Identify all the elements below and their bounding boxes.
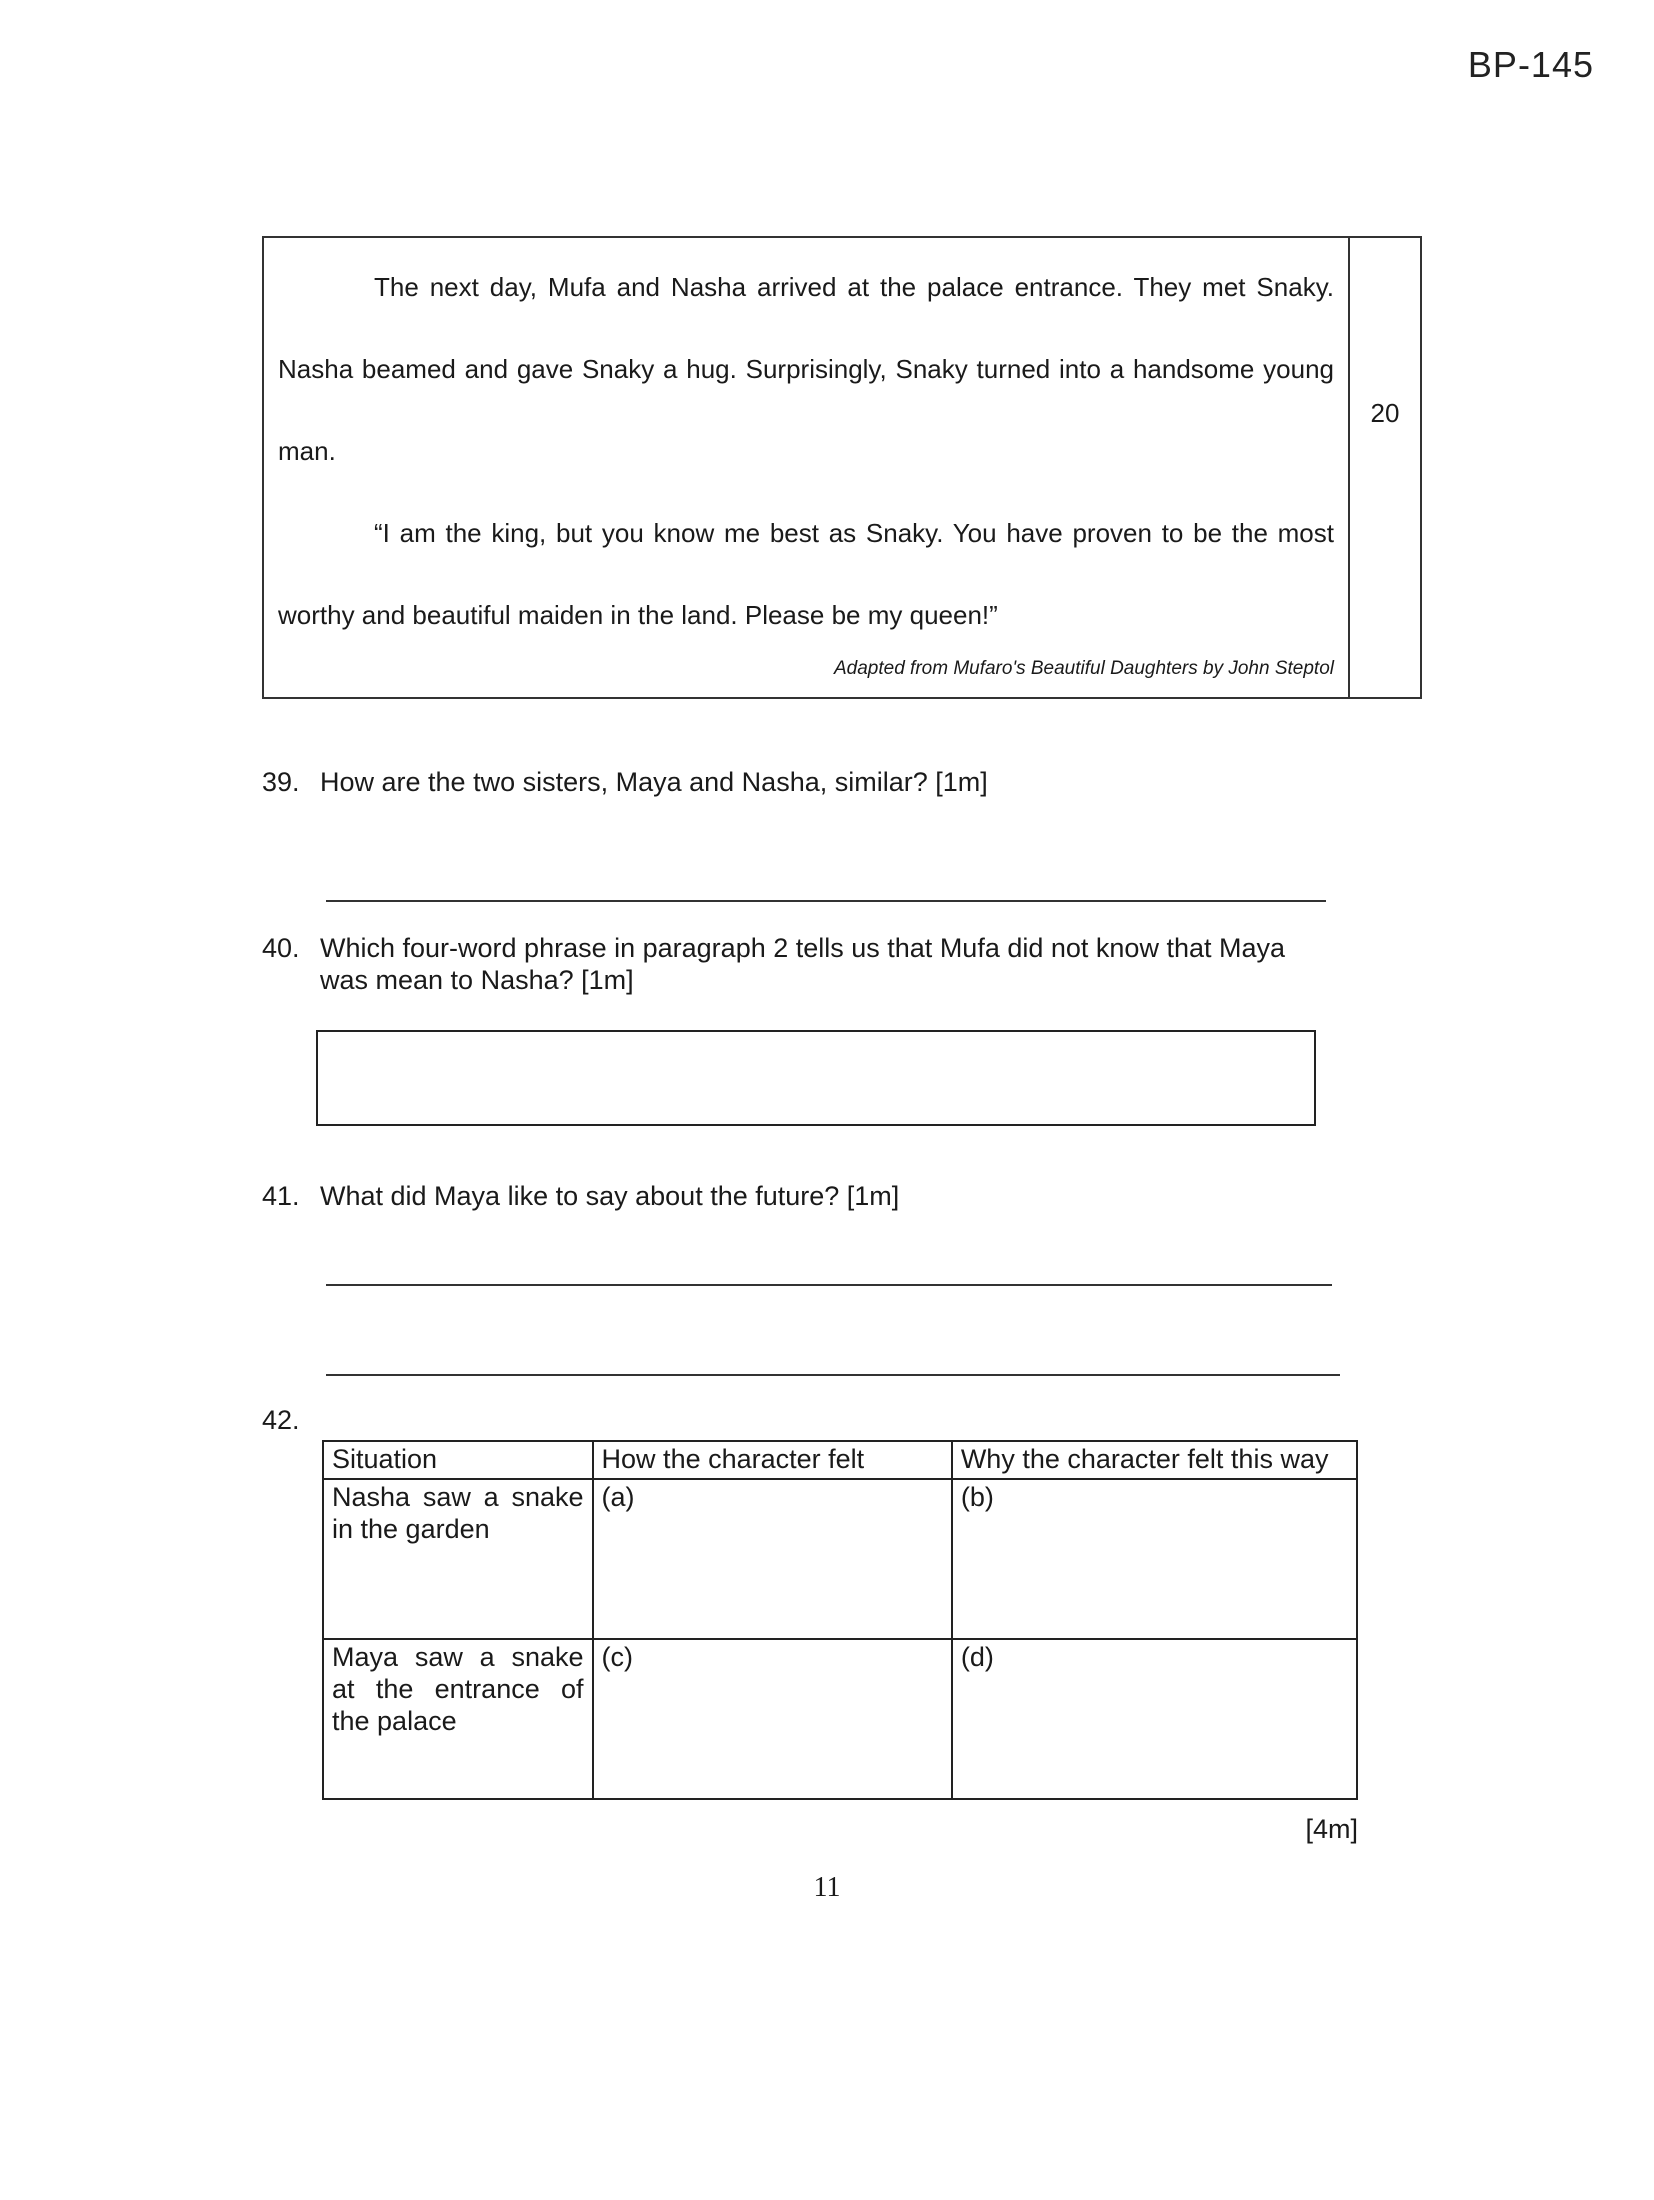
question-42	[262, 1404, 320, 1436]
question-40	[262, 932, 1320, 996]
question-number: 41.	[262, 1181, 300, 1211]
line-number: 20	[1370, 398, 1400, 428]
table-header-row	[323, 1441, 1357, 1479]
table-row	[323, 1479, 1357, 1639]
question-number: 39.	[262, 767, 300, 797]
column-header: Situation	[323, 1441, 593, 1479]
column-header: Why the character felt this way	[952, 1441, 1357, 1479]
table-row	[323, 1639, 1357, 1799]
column-header: How the character felt	[593, 1441, 952, 1479]
answer-line-41b[interactable]	[326, 1374, 1340, 1376]
answer-line-41a[interactable]	[326, 1284, 1332, 1286]
question-number: 42.	[262, 1405, 300, 1435]
answer-cell-d[interactable]: (d)	[952, 1639, 1357, 1799]
answer-cell-a[interactable]: (a)	[593, 1479, 952, 1639]
answer-box-40[interactable]	[316, 1030, 1316, 1126]
question-39	[262, 766, 1360, 798]
question-41	[262, 1180, 1360, 1212]
question-number: 40.	[262, 933, 300, 963]
paper-code: BP-145	[1467, 44, 1594, 85]
situation-cell: Nasha saw a snake in the garden	[323, 1479, 593, 1639]
question-text: What did Maya like to say about the future? [1m]	[320, 1181, 900, 1211]
passage-text	[264, 238, 1350, 697]
question-text: How are the two sisters, Maya and Nasha, similar? [1m]	[320, 767, 988, 797]
situation-table	[322, 1440, 1358, 1800]
passage-box	[262, 236, 1422, 699]
marks-label: [4m]	[1305, 1814, 1358, 1844]
situation-cell: Maya saw a snake at the entrance of the palace	[323, 1639, 593, 1799]
answer-cell-c[interactable]: (c)	[593, 1639, 952, 1799]
passage-credit: Adapted from Mufaro's Beautiful Daughters by John Steptol	[833, 658, 1334, 679]
page-number: 11	[813, 1872, 841, 1903]
answer-line-39[interactable]	[326, 900, 1326, 902]
question-text: Which four-word phrase in paragraph 2 tells us that Mufa did not know that Maya was mean to Nasha? [1m]	[320, 933, 1285, 995]
answer-cell-b[interactable]: (b)	[952, 1479, 1357, 1639]
passage-paragraph: The next day, Mufa and Nasha arrived at the palace entrance. They met Snaky. Nasha beamed and gave Snaky a hug. Surprisingly, Snaky turned into a handsome young man.	[278, 272, 1334, 466]
passage-paragraph: “I am the king, but you know me best as Snaky. You have proven to be the most worthy and beautiful maiden in the land. Please be my queen!”	[278, 518, 1334, 630]
